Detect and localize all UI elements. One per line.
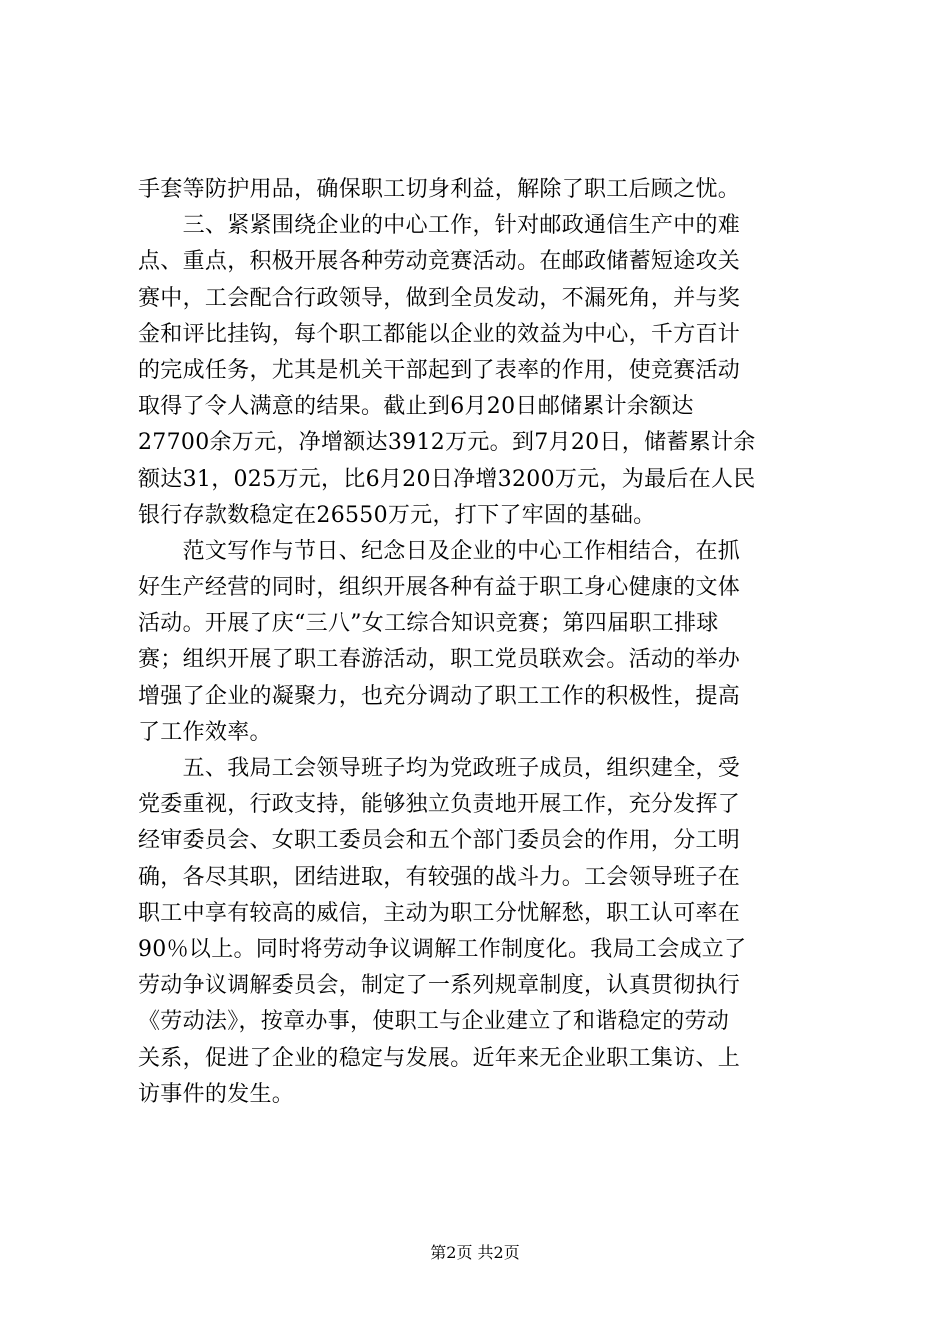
text-line: 赛中，工会配合行政领导，做到全员发动，不漏死角，并与奖 bbox=[138, 285, 741, 311]
text-line: 访事件的发生。 bbox=[138, 1081, 295, 1107]
text-line: 劳动争议调解委员会，制定了一系列规章制度，认真贯彻执行 bbox=[138, 973, 741, 999]
text-line: 职工中享有较高的威信，主动为职工分忧解愁，职工认可率在 bbox=[138, 900, 741, 926]
text-line: 关系，促进了企业的稳定与发展。近年来无企业职工集访、上 bbox=[138, 1045, 741, 1071]
text-line: 活动。开展了庆“三八”女工综合知识竞赛；第四届职工排球 bbox=[138, 611, 719, 637]
text-line: 90％以上。同时将劳动争议调解工作制度化。我局工会成立了 bbox=[138, 936, 747, 962]
text-line: 额达31，025万元，比6月20日净增3200万元，为最后在人民 bbox=[138, 466, 756, 492]
text-line: 金和评比挂钩，每个职工都能以企业的效益为中心，千方百计 bbox=[138, 321, 741, 347]
text-line: 取得了令人满意的结果。截止到6月20日邮储累计余额达 bbox=[138, 394, 694, 420]
text-line: 27700余万元，净增额达3912万元。到7月20日，储蓄累计余 bbox=[138, 430, 756, 456]
text-line: 范文写作与节日、纪念日及企业的中心工作相结合，在抓 bbox=[138, 538, 741, 564]
text-line: 三、紧紧围绕企业的中心工作，针对邮政通信生产中的难 bbox=[138, 213, 741, 239]
text-line: 点、重点，积极开展各种劳动竞赛活动。在邮政储蓄短途攻关 bbox=[138, 249, 741, 275]
document-body bbox=[138, 172, 828, 1113]
text-line: 五、我局工会领导班子均为党政班子成员，组织建全，受 bbox=[138, 756, 741, 781]
text-line: 经审委员会、女职工委员会和五个部门委员会的作用，分工明 bbox=[138, 828, 741, 854]
text-line: 《劳动法》，按章办事，使职工与企业建立了和谐稳定的劳动 bbox=[138, 1009, 730, 1035]
text-line: 手套等防护用品，确保职工切身利益，解除了职工后顾之忧。 bbox=[138, 177, 741, 202]
text-line: 赛；组织开展了职工春游活动，职工党员联欢会。活动的举办 bbox=[138, 647, 741, 673]
text-line: 银行存款数稳定在26550万元，打下了牢固的基础。 bbox=[138, 502, 656, 528]
text-line: 确，各尽其职，团结进取，有较强的战斗力。工会领导班子在 bbox=[138, 864, 741, 890]
text-line: 增强了企业的凝聚力，也充分调动了职工工作的积极性，提高 bbox=[138, 683, 741, 709]
text-line: 党委重视，行政支持，能够独立负责地开展工作，充分发挥了 bbox=[138, 792, 741, 818]
page-footer: 第2页 共2页 bbox=[430, 1243, 520, 1262]
text-line: 了工作效率。 bbox=[138, 719, 272, 745]
text-line: 的完成任务，尤其是机关干部起到了表率的作用，使竞赛活动 bbox=[138, 357, 741, 383]
text-line: 好生产经营的同时，组织开展各种有益于职工身心健康的文体 bbox=[138, 575, 741, 601]
